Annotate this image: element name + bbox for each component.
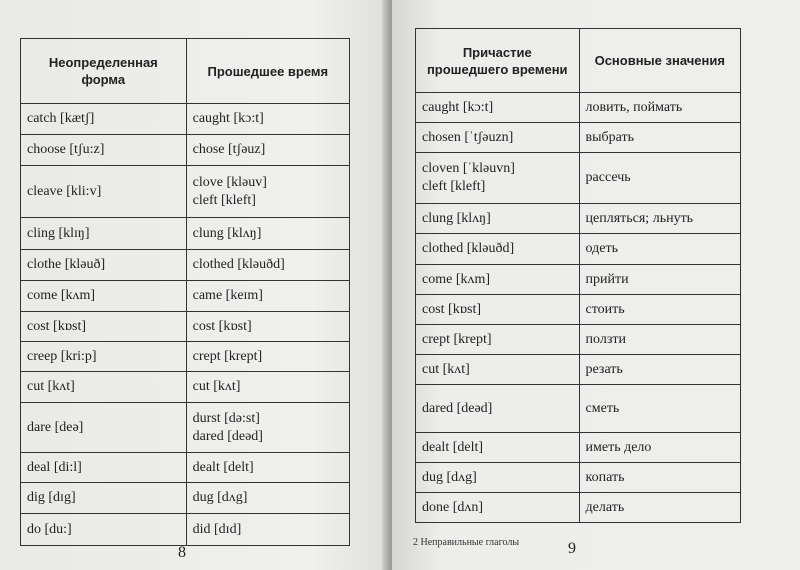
- meaning-cell: иметь дело: [579, 433, 740, 463]
- verb-cell: do [du:]: [21, 514, 187, 546]
- meaning-cell: копать: [579, 463, 740, 493]
- verb-cell: dare [deə]: [21, 403, 187, 453]
- past-tense-cell: dug [dʌg]: [186, 483, 349, 514]
- page-footer: 2 Неправильные глаголы: [413, 537, 520, 548]
- table-row: [21, 104, 350, 135]
- meaning-cell: ползти: [579, 325, 740, 355]
- right-header-row: [416, 29, 741, 93]
- table-row: [21, 135, 350, 166]
- table-row: [416, 295, 741, 325]
- header-past-participle: Причастие прошедшего времени: [416, 29, 580, 93]
- verb-cell: come [kʌm]: [416, 265, 580, 295]
- table-row: [416, 204, 741, 234]
- verb-cell: catch [kætʃ]: [21, 104, 187, 135]
- right-verb-table: [415, 28, 741, 523]
- verb-cell: crept [krept]: [416, 325, 580, 355]
- verb-cell: cut [kʌt]: [416, 355, 580, 385]
- right-table-body: [416, 93, 741, 523]
- table-row: [21, 250, 350, 281]
- past-tense-cell: caught [kɔ:t]: [186, 104, 349, 135]
- table-row: [416, 234, 741, 265]
- past-tense-cell: clove [kləuv] cleft [kleft]: [186, 166, 349, 218]
- header-past-tense: Прошедшее время: [186, 39, 349, 104]
- past-tense-cell: dealt [delt]: [186, 453, 349, 483]
- left-table-body: [21, 104, 350, 546]
- page-number: 8: [178, 544, 186, 561]
- table-row: [416, 463, 741, 493]
- table-row: [21, 312, 350, 342]
- verb-cell: cling [klɪŋ]: [21, 218, 187, 250]
- verb-cell: choose [tʃu:z]: [21, 135, 187, 166]
- past-tense-cell: clung [klʌŋ]: [186, 218, 349, 250]
- meaning-cell: прийти: [579, 265, 740, 295]
- table-row: [21, 453, 350, 483]
- verb-cell: dared [deəd]: [416, 385, 580, 433]
- meaning-cell: рассечь: [579, 153, 740, 204]
- verb-cell: come [kʌm]: [21, 281, 187, 312]
- verb-cell: clothed [kləuðd]: [416, 234, 580, 265]
- meaning-cell: резать: [579, 355, 740, 385]
- meaning-cell: делать: [579, 493, 740, 523]
- verb-cell: done [dʌn]: [416, 493, 580, 523]
- table-row: [21, 483, 350, 514]
- table-row: [21, 281, 350, 312]
- verb-cell: cost [kɒst]: [21, 312, 187, 342]
- table-row: [416, 433, 741, 463]
- verb-cell: dealt [delt]: [416, 433, 580, 463]
- meaning-cell: стоить: [579, 295, 740, 325]
- meaning-cell: цепляться; льнуть: [579, 204, 740, 234]
- past-tense-cell: clothed [kləuðd]: [186, 250, 349, 281]
- verb-cell: cut [kʌt]: [21, 372, 187, 403]
- verb-cell: deal [di:l]: [21, 453, 187, 483]
- header-main-meanings: Основные значения: [579, 29, 740, 93]
- verb-cell: clung [klʌŋ]: [416, 204, 580, 234]
- past-tense-cell: did [dɪd]: [186, 514, 349, 546]
- past-tense-cell: came [keɪm]: [186, 281, 349, 312]
- verb-cell: clothe [kləuð]: [21, 250, 187, 281]
- left-page: [0, 0, 390, 570]
- table-row: [21, 514, 350, 546]
- meaning-cell: ловить, поймать: [579, 93, 740, 123]
- table-row: [416, 93, 741, 123]
- past-tense-cell: chose [tʃəuz]: [186, 135, 349, 166]
- table-row: [416, 493, 741, 523]
- table-row: [416, 385, 741, 433]
- header-infinitive: Неопределенная форма: [21, 39, 187, 104]
- verb-cell: creep [kri:p]: [21, 342, 187, 372]
- table-row: [21, 372, 350, 403]
- past-tense-cell: durst [də:st] dared [deəd]: [186, 403, 349, 453]
- table-row: [416, 325, 741, 355]
- verb-cell: cloven [ˈkləuvn] cleft [kleft]: [416, 153, 580, 204]
- verb-cell: chosen [ˈtʃəuzn]: [416, 123, 580, 153]
- left-verb-table: [20, 38, 350, 546]
- page-number: 9: [568, 540, 576, 557]
- table-row: [21, 403, 350, 453]
- past-tense-cell: cost [kɒst]: [186, 312, 349, 342]
- table-row: [21, 218, 350, 250]
- table-row: [21, 342, 350, 372]
- table-row: [21, 166, 350, 218]
- verb-cell: cost [kɒst]: [416, 295, 580, 325]
- meaning-cell: сметь: [579, 385, 740, 433]
- verb-cell: dig [dɪg]: [21, 483, 187, 514]
- past-tense-cell: crept [krept]: [186, 342, 349, 372]
- verb-cell: caught [kɔ:t]: [416, 93, 580, 123]
- verb-cell: cleave [kli:v]: [21, 166, 187, 218]
- meaning-cell: выбрать: [579, 123, 740, 153]
- table-row: [416, 153, 741, 204]
- left-header-row: [21, 39, 350, 104]
- table-row: [416, 123, 741, 153]
- past-tense-cell: cut [kʌt]: [186, 372, 349, 403]
- table-row: [416, 355, 741, 385]
- table-row: [416, 265, 741, 295]
- verb-cell: dug [dʌg]: [416, 463, 580, 493]
- meaning-cell: одеть: [579, 234, 740, 265]
